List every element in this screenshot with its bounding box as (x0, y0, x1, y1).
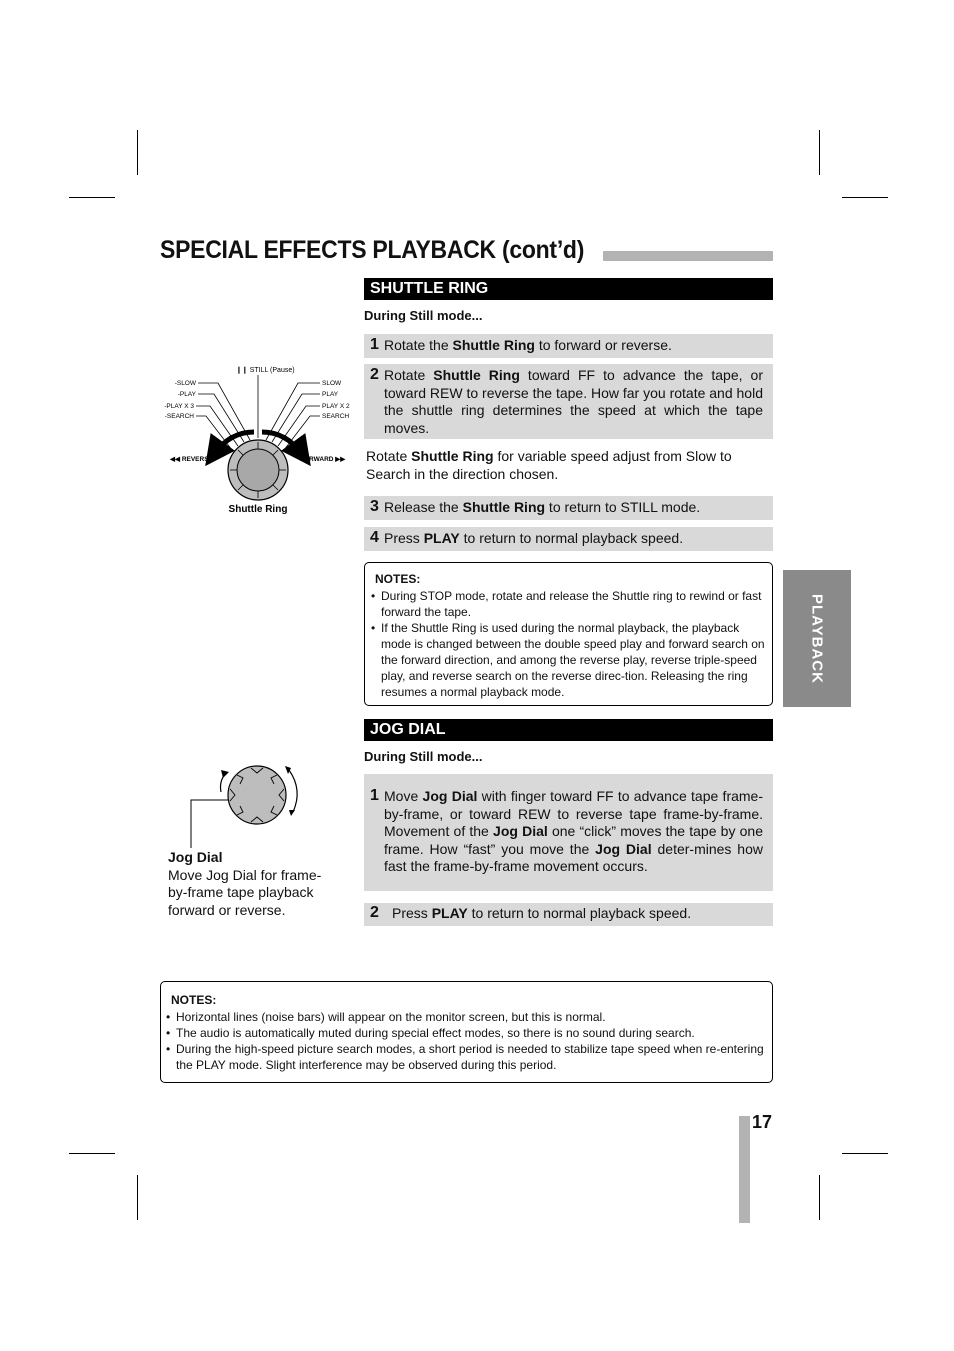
right-label-search: SEARCH (322, 413, 350, 420)
shuttle-step-4: 4 Press PLAY to return to normal playback speed. (364, 527, 773, 551)
jog-arrowhead-bottom (289, 810, 295, 816)
crop-mark (819, 130, 820, 175)
note-item: • During STOP mode, rotate and release the Shuttle ring to rewind or fast forward the tape. (371, 588, 766, 620)
jog-dial-body (228, 766, 286, 824)
note-item: • If the Shuttle Ring is used during the normal playback, the playback mode is changed between the double speed play and forward search on the forward direction, and among the reverse play, reverse triple-speed play, and reverse search on the reverse direc-tion. Releasing the ring resumes a normal playback mode. (371, 620, 766, 700)
shuttle-ring-figure (158, 360, 358, 525)
notes-heading: NOTES: (375, 572, 421, 586)
note-item: • During the high-speed picture search modes, a short period is needed to stabilize tape speed when re-entering the PLAY mode. Slight interference may be observed during this period. (166, 1041, 764, 1073)
right-label-play: PLAY (322, 391, 339, 398)
note-item: • The audio is automatically muted during special effect modes, so there is no sound during search. (166, 1025, 764, 1041)
note-item: • Horizontal lines (noise bars) will appear on the monitor screen, but this is normal. (166, 1009, 764, 1025)
crop-mark (842, 197, 888, 198)
left-label-search: -SEARCH (164, 413, 194, 420)
forward-label: FORWARD ▶▶ (300, 456, 346, 463)
jog-arrowhead-top (285, 766, 291, 774)
left-label-play-x3: -PLAY X 3 (164, 403, 194, 410)
jog-arrowhead-left (221, 770, 229, 778)
section-tab (783, 570, 851, 707)
shuttle-step-3: 3 Release the Shuttle Ring to return to STILL mode. (364, 496, 773, 520)
section-tab-label: PLAYBACK (808, 593, 826, 684)
jog-step-1: 1 Move Jog Dial with finger toward FF to advance tape frame-by-frame, or toward REW to reverse tape frame-by-frame. Movement of the Jog Dial one “click” moves the tape by one frame. How “fast” you move the Jog Dial deter-mines how fast the frame-by-frame movement occurs. (364, 774, 773, 891)
notes-heading: NOTES: (171, 993, 217, 1007)
shuttle-variable-speed-text: Rotate Shuttle Ring for variable speed adjust from Slow to Search in the direction chosen. (366, 448, 732, 482)
still-label: ❙❙ STILL (Pause) (236, 367, 295, 374)
right-label-slow: SLOW (322, 380, 342, 387)
jog-dial-figure (185, 760, 310, 850)
crop-mark (69, 1153, 115, 1154)
right-label-play-x2: PLAY X 2 (322, 403, 350, 410)
shuttle-ring-inner (237, 449, 279, 491)
reverse-label: ◀◀ REVERSE (170, 456, 213, 463)
crop-mark (137, 1175, 138, 1220)
jog-rotation-arrow-right (289, 770, 297, 812)
jog-mode-label: During Still mode... (364, 749, 483, 764)
shuttle-ring-heading: SHUTTLE RING (364, 278, 773, 300)
shuttle-mode-label: During Still mode... (364, 308, 483, 323)
crop-mark (69, 197, 115, 198)
jog-dial-caption-text: Move Jog Dial for frame-by-frame tape playback forward or reverse. (168, 866, 322, 918)
crop-mark (137, 130, 138, 175)
shuttle-step-1: 1 Rotate the Shuttle Ring to forward or reverse. (364, 334, 773, 358)
jog-leader-line (191, 800, 229, 848)
shuttle-ring-caption: Shuttle Ring (228, 504, 288, 515)
page-number: 17 (752, 1112, 773, 1132)
page-number-bar (739, 1116, 750, 1223)
left-label-slow: -SLOW (174, 380, 196, 387)
shuttle-notes-box (364, 562, 773, 706)
bottom-notes-box (160, 981, 773, 1083)
jog-dial-caption (168, 849, 338, 919)
crop-mark (819, 1175, 820, 1220)
page-title: SPECIAL EFFECTS PLAYBACK (cont’d) (160, 236, 585, 264)
jog-dial-caption-title: Jog Dial (168, 849, 223, 865)
jog-dial-heading: JOG DIAL (364, 719, 773, 741)
jog-step-2: 2 Press PLAY to return to normal playback speed. (364, 903, 773, 926)
title-rule (603, 251, 773, 261)
crop-mark (842, 1153, 888, 1154)
shuttle-step-2: 2 Rotate Shuttle Ring toward FF to advance the tape, or toward REW to reverse the tape. How far you rotate and hold the shuttle ring determines the speed at which the tape moves. (364, 364, 773, 439)
left-label-play: -PLAY (177, 391, 196, 398)
